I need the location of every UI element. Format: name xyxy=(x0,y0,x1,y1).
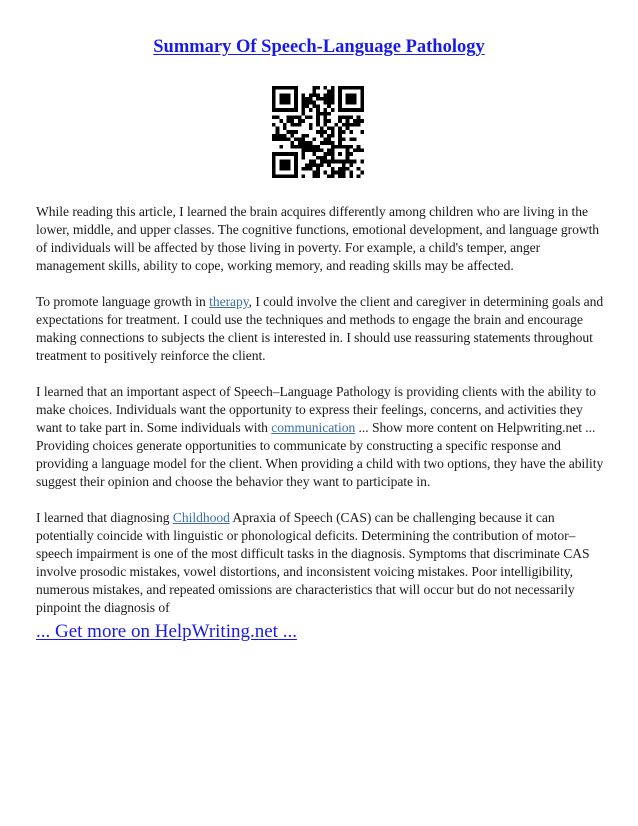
paragraph-1: While reading this article, I learned the brain acquires differently among children who are living in the lower, middle, and upper classes. The cognitive functions, emotional development, and language growth of individuals will be affected by those living in poverty. For example, a child's temper, anger management skills, ability to cope, working memory, and reading skills may be affected. xyxy=(36,204,600,273)
paragraph-3-text-a: I learned that an important aspect of Speech–Language Pathology is providing clients with the ability to make choices. Individuals want the opportunity to express their feelings, concerns, and activities they want to take part in. Some individuals with xyxy=(36,384,596,435)
article-body xyxy=(36,203,606,635)
qr-code-icon xyxy=(272,86,364,178)
childhood-link[interactable]: Childhood xyxy=(172,510,230,525)
communication-link[interactable]: communication xyxy=(271,420,356,435)
paragraph-2-text-a: To promote language growth in xyxy=(36,294,210,309)
paragraph-5-text-b: Apraxia of Speech (CAS) can be challenging because it can potentially coincide with linguistic or phonological deficits. Determining the contribution of motor–speech impairment is one of the most difficult tasks in the diagnosis. Symptoms that discriminate CAS involve prosodic mistakes, vowel distortions, and inconsistent voicing mistakes. Poor intelligibility, numerous mistakes, and repeated omissions are characteristics that will occur but do not necessarily pinpoint the diagnosis of xyxy=(36,510,590,615)
paragraph-3-text-b: ... Show more content on Helpwriting.net ... xyxy=(355,420,596,435)
get-more-link[interactable]: ... Get more on HelpWriting.net ... xyxy=(36,621,297,642)
paragraph-2-text-b: , I could involve the client and caregiver in determining goals and expectations for treatment. I could use the techniques and methods to engage the brain and encourage making connections to subjects the client is interested in. I should use reassuring statements throughout treatment to positively reinforce the client. xyxy=(36,294,604,363)
paragraph-3 xyxy=(36,383,606,437)
paragraph-2 xyxy=(36,293,606,365)
paragraph-5-text-a: I learned that diagnosing xyxy=(36,510,173,525)
paragraph-5 xyxy=(36,509,606,617)
paragraph-4: Providing choices generate opportunities to communicate by constructing a specific response and providing a language model for the client. When providing a child with two options, they have the ability suggest their opinion and choose the behavior they want to participate in. xyxy=(36,438,604,489)
therapy-link[interactable]: therapy xyxy=(209,294,249,309)
document-title-link[interactable]: Summary Of Speech-Language Pathology xyxy=(153,37,485,57)
